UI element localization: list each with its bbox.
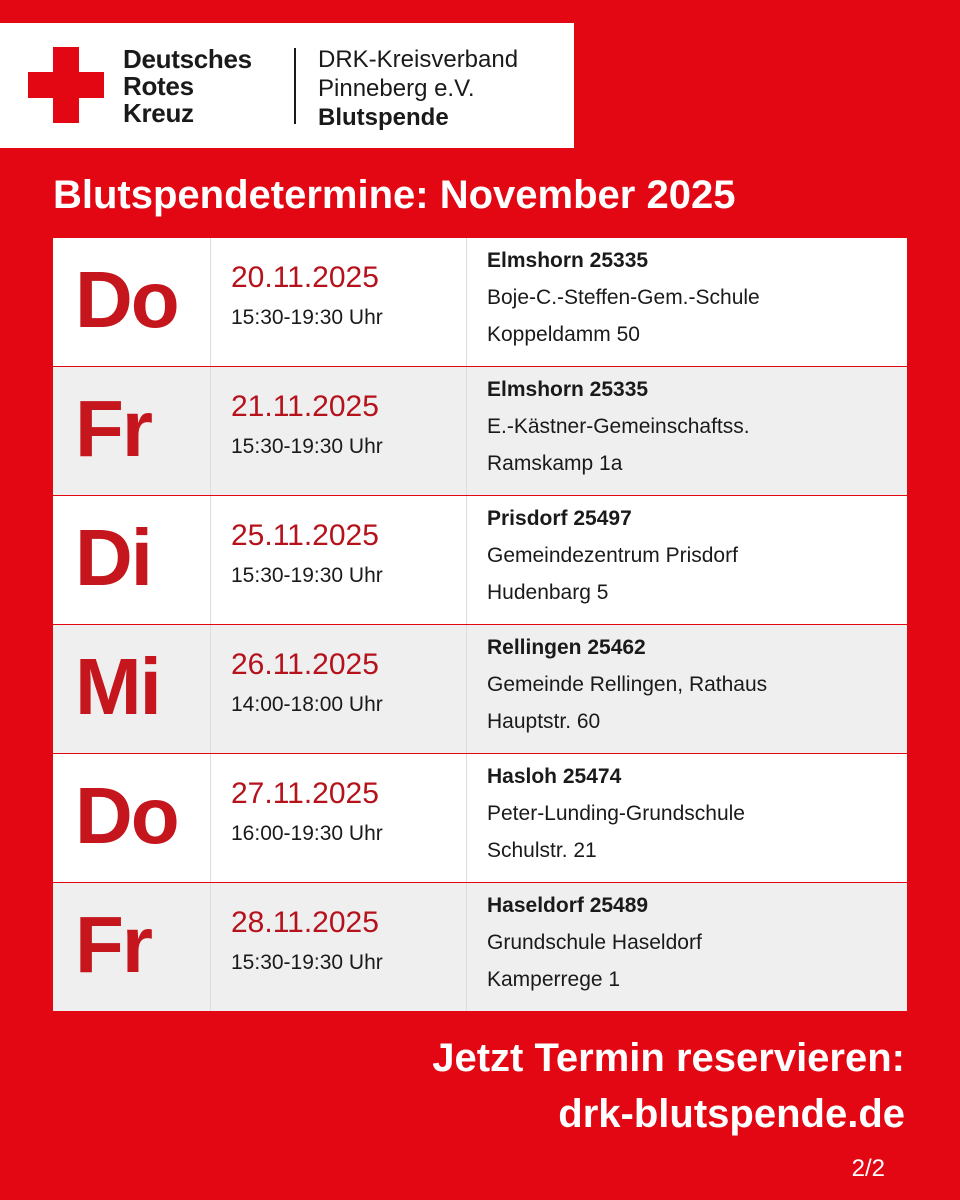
table-row xyxy=(53,496,907,624)
location-city: Rellingen 25462 xyxy=(487,636,646,659)
cta-link[interactable]: drk-blutspende.de xyxy=(558,1092,905,1136)
date: 28.11.2025 xyxy=(231,906,379,939)
location-street: Kamperrege 1 xyxy=(487,968,621,991)
time-range: 14:00-18:00 Uhr xyxy=(231,693,383,716)
weekday: Fr xyxy=(75,384,151,473)
date: 25.11.2025 xyxy=(231,519,379,552)
date-cell xyxy=(211,238,467,366)
org-name xyxy=(123,46,252,127)
date: 21.11.2025 xyxy=(231,390,379,423)
call-to-action xyxy=(432,1030,905,1142)
org-name-line: Kreuz xyxy=(123,98,194,128)
location-city: Hasloh 25474 xyxy=(487,765,622,788)
time-range: 15:30-19:30 Uhr xyxy=(231,306,383,329)
time-range: 15:30-19:30 Uhr xyxy=(231,435,383,458)
location-venue: Gemeindezentrum Prisdorf xyxy=(487,544,738,567)
day-cell xyxy=(53,625,211,753)
location-street: Koppeldamm 50 xyxy=(487,323,640,346)
unit-line-3: Blutspende xyxy=(318,104,449,131)
time-range: 15:30-19:30 Uhr xyxy=(231,951,383,974)
page-title: Blutspendetermine: November 2025 xyxy=(53,173,736,217)
unit-line-1: DRK-Kreisverband xyxy=(318,46,519,73)
cta-line-1: Jetzt Termin reservieren: xyxy=(432,1036,905,1080)
weekday: Do xyxy=(75,771,178,860)
day-cell xyxy=(53,883,211,1011)
location-city: Prisdorf 25497 xyxy=(487,507,632,530)
day-cell xyxy=(53,754,211,882)
date: 26.11.2025 xyxy=(231,648,379,681)
date: 27.11.2025 xyxy=(231,777,379,810)
location-cell xyxy=(467,883,907,1011)
location-venue: E.-Kästner-Gemeinschaftss. xyxy=(487,415,750,438)
date: 20.11.2025 xyxy=(231,261,379,294)
location-city: Elmshorn 25335 xyxy=(487,378,649,401)
unit-name xyxy=(318,45,518,132)
date-cell xyxy=(211,754,467,882)
org-name-line: Rotes xyxy=(123,71,194,101)
table-row xyxy=(53,367,907,495)
location-street: Hauptstr. 60 xyxy=(487,710,601,733)
date-cell xyxy=(211,496,467,624)
weekday: Mi xyxy=(75,642,160,731)
time-range: 16:00-19:30 Uhr xyxy=(231,822,383,845)
location-cell xyxy=(467,496,907,624)
day-cell xyxy=(53,367,211,495)
location-street: Schulstr. 21 xyxy=(487,839,597,862)
unit-line-2: Pinneberg e.V. xyxy=(318,75,475,102)
weekday: Fr xyxy=(75,900,151,989)
location-street: Hudenbarg 5 xyxy=(487,581,609,604)
table-row xyxy=(53,883,907,1011)
day-cell xyxy=(53,496,211,624)
org-name-line: Deutsches xyxy=(123,44,252,74)
weekday: Do xyxy=(75,255,178,344)
logo-panel xyxy=(0,23,574,148)
weekday: Di xyxy=(75,513,151,602)
location-venue: Boje-C.-Steffen-Gem.-Schule xyxy=(487,286,760,309)
location-venue: Grundschule Haseldorf xyxy=(487,931,702,954)
location-city: Haseldorf 25489 xyxy=(487,894,649,917)
schedule-table xyxy=(53,238,907,1010)
logo-divider xyxy=(294,48,296,124)
location-city: Elmshorn 25335 xyxy=(487,249,649,272)
page-number: 2/2 xyxy=(851,1155,885,1182)
table-row xyxy=(53,238,907,366)
table-row xyxy=(53,625,907,753)
day-cell xyxy=(53,238,211,366)
date-cell xyxy=(211,367,467,495)
location-venue: Gemeinde Rellingen, Rathaus xyxy=(487,673,768,696)
date-cell xyxy=(211,883,467,1011)
table-row xyxy=(53,754,907,882)
location-cell xyxy=(467,238,907,366)
location-cell xyxy=(467,754,907,882)
red-cross-icon xyxy=(28,47,104,123)
location-cell xyxy=(467,367,907,495)
location-cell xyxy=(467,625,907,753)
location-street: Ramskamp 1a xyxy=(487,452,623,475)
time-range: 15:30-19:30 Uhr xyxy=(231,564,383,587)
location-venue: Peter-Lunding-Grundschule xyxy=(487,802,745,825)
date-cell xyxy=(211,625,467,753)
